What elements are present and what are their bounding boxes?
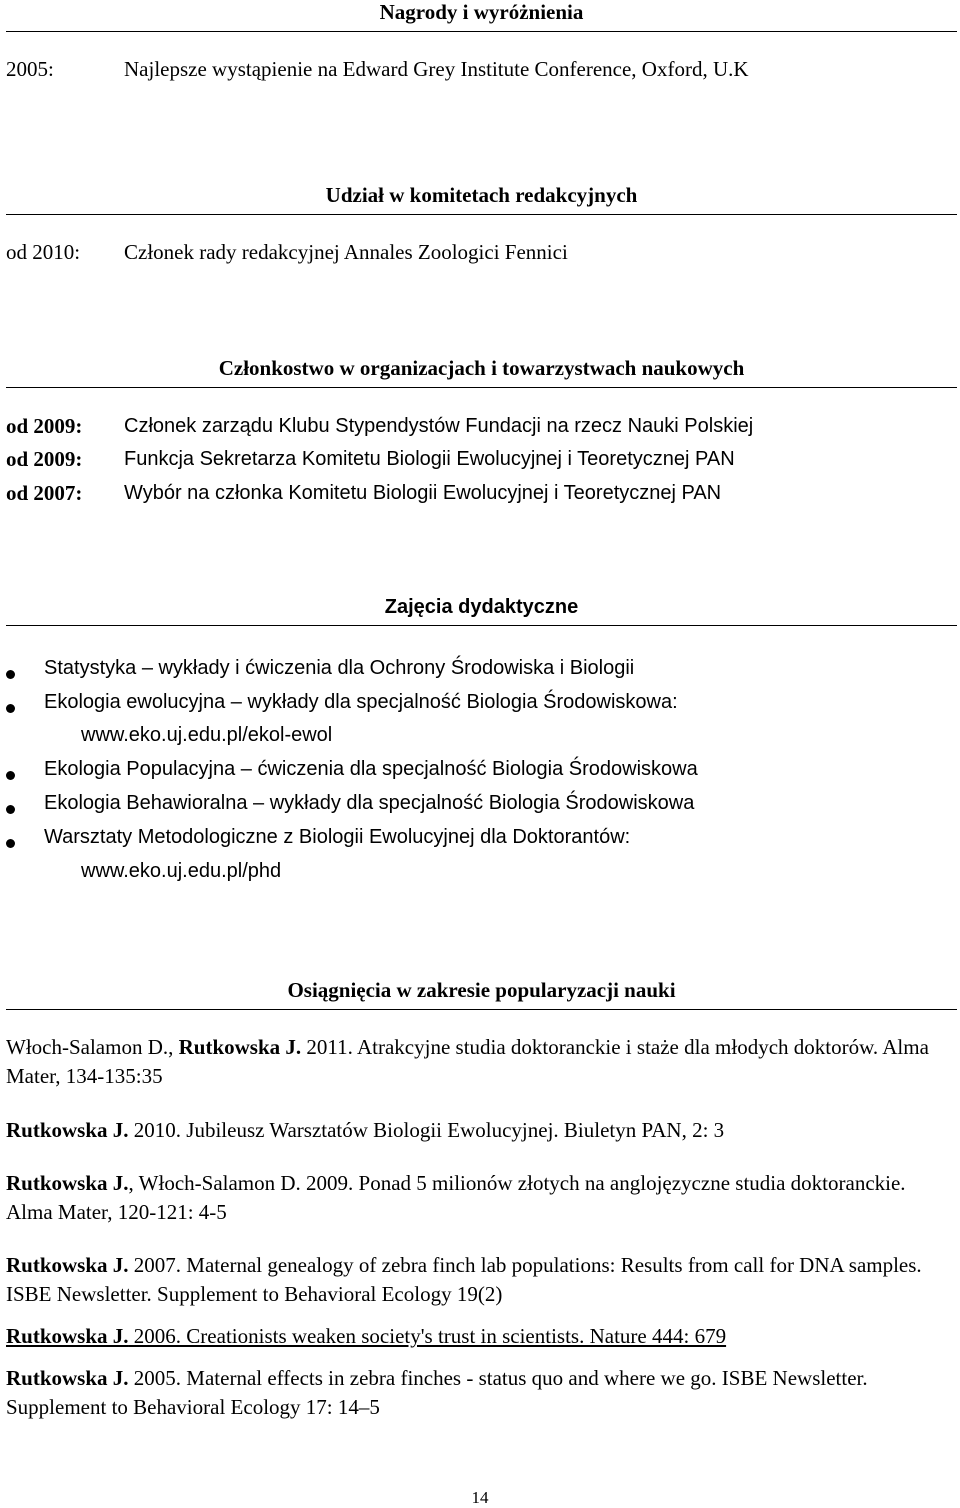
teaching-item-text: Ekologia Behawioralna – wykłady dla specjalność Biologia Środowiskowa bbox=[44, 792, 695, 814]
membership-year-label: od 2009: bbox=[6, 447, 83, 471]
publication-details: 2011. Atrakcyjne studia doktoranckie i staże dla młodych doktorów. Alma Mater, 134-135:35 bbox=[6, 1035, 929, 1088]
bullet-icon bbox=[6, 704, 15, 713]
publication-author: Rutkowska J. bbox=[6, 1366, 129, 1390]
teaching-item-text: Ekologia ewolucyjna – wykłady dla specjalność Biologia Środowiskowa: bbox=[44, 691, 678, 713]
teaching-item-text: Ekologia Populacyjna – ćwiczenia dla specjalność Biologia Środowiskowa bbox=[44, 758, 698, 780]
publication-details: , Włoch-Salamon D. 2009. Ponad 5 milionów złotych na anglojęzyczne studia doktoranckie. Alma Mater, 120-121: 4-5 bbox=[6, 1171, 906, 1224]
bullet-icon bbox=[6, 805, 15, 814]
publication-pre: Włoch-Salamon D., bbox=[6, 1035, 179, 1059]
publication-author: Rutkowska J. bbox=[6, 1118, 129, 1142]
publication-entry bbox=[6, 1364, 954, 1422]
publication-details: 2006. Creationists weaken society's trust in scientists. Nature 444: 679 bbox=[128, 1324, 727, 1348]
membership-year-label: od 2007: bbox=[6, 481, 83, 505]
memberships-heading: Członkostwo w organizacjach i towarzystwach naukowych bbox=[6, 356, 957, 388]
award-year-label: 2005: bbox=[6, 57, 54, 81]
editorial-heading: Udział w komitetach redakcyjnych bbox=[6, 183, 957, 215]
publication-entry bbox=[6, 1251, 954, 1309]
publication-details: 2010. Jubileusz Warsztatów Biologii Ewolucyjnej. Biuletyn PAN, 2: 3 bbox=[128, 1118, 725, 1142]
publication-details: 2005. Maternal effects in zebra finches - status quo and where we go. ISBE Newsletter. Supplement to Behavioral Ecology 17: 14–5 bbox=[6, 1366, 868, 1419]
membership-text: Wybór na członka Komitetu Biologii Ewolucyjnej i Teoretycznej PAN bbox=[124, 482, 722, 504]
editorial-text: Członek rady redakcyjnej Annales Zoologici Fennici bbox=[124, 240, 568, 264]
teaching-item-text: Statystyka – wykłady i ćwiczenia dla Ochrony Środowiska i Biologii bbox=[44, 657, 635, 679]
page-number: 14 bbox=[471, 1488, 489, 1507]
award-text: Najlepsze wystąpienie na Edward Grey Institute Conference, Oxford, U.K bbox=[124, 57, 749, 81]
bullet-icon bbox=[6, 839, 15, 848]
membership-text: Funkcja Sekretarza Komitetu Biologii Ewolucyjnej i Teoretycznej PAN bbox=[124, 448, 735, 470]
publication-author: Rutkowska J. bbox=[6, 1171, 129, 1195]
membership-year-label: od 2009: bbox=[6, 414, 83, 438]
bullet-icon bbox=[6, 670, 15, 679]
publication-author: Rutkowska J. bbox=[178, 1035, 302, 1059]
teaching-item-link: www.eko.uj.edu.pl/phd bbox=[81, 860, 282, 882]
popularization-heading: Osiągnięcia w zakresie popularyzacji nauki bbox=[6, 978, 957, 1010]
publication-author: Rutkowska J. bbox=[6, 1253, 129, 1277]
teaching-item-text: Warsztaty Metodologiczne z Biologii Ewolucyjnej dla Doktorantów: bbox=[44, 826, 631, 848]
publication-entry bbox=[6, 1169, 954, 1227]
membership-text: Członek zarządu Klubu Stypendystów Fundacji na rzecz Nauki Polskiej bbox=[124, 415, 754, 437]
publication-entry bbox=[6, 1322, 954, 1351]
publication-author: Rutkowska J. bbox=[6, 1324, 129, 1348]
teaching-item-link: www.eko.uj.edu.pl/ekol-ewol bbox=[81, 724, 333, 746]
bullet-icon bbox=[6, 771, 15, 780]
publication-entry bbox=[6, 1033, 954, 1091]
publication-details: 2007. Maternal genealogy of zebra finch lab populations: Results from call for DNA samples. ISBE Newsletter. Supplement to Behavioral Ecology 19(2) bbox=[6, 1253, 922, 1306]
publication-entry bbox=[6, 1116, 954, 1145]
editorial-year-label: od 2010: bbox=[6, 240, 81, 264]
teaching-heading: Zajęcia dydaktyczne bbox=[6, 596, 957, 626]
awards-heading: Nagrody i wyróżnienia bbox=[6, 0, 957, 32]
